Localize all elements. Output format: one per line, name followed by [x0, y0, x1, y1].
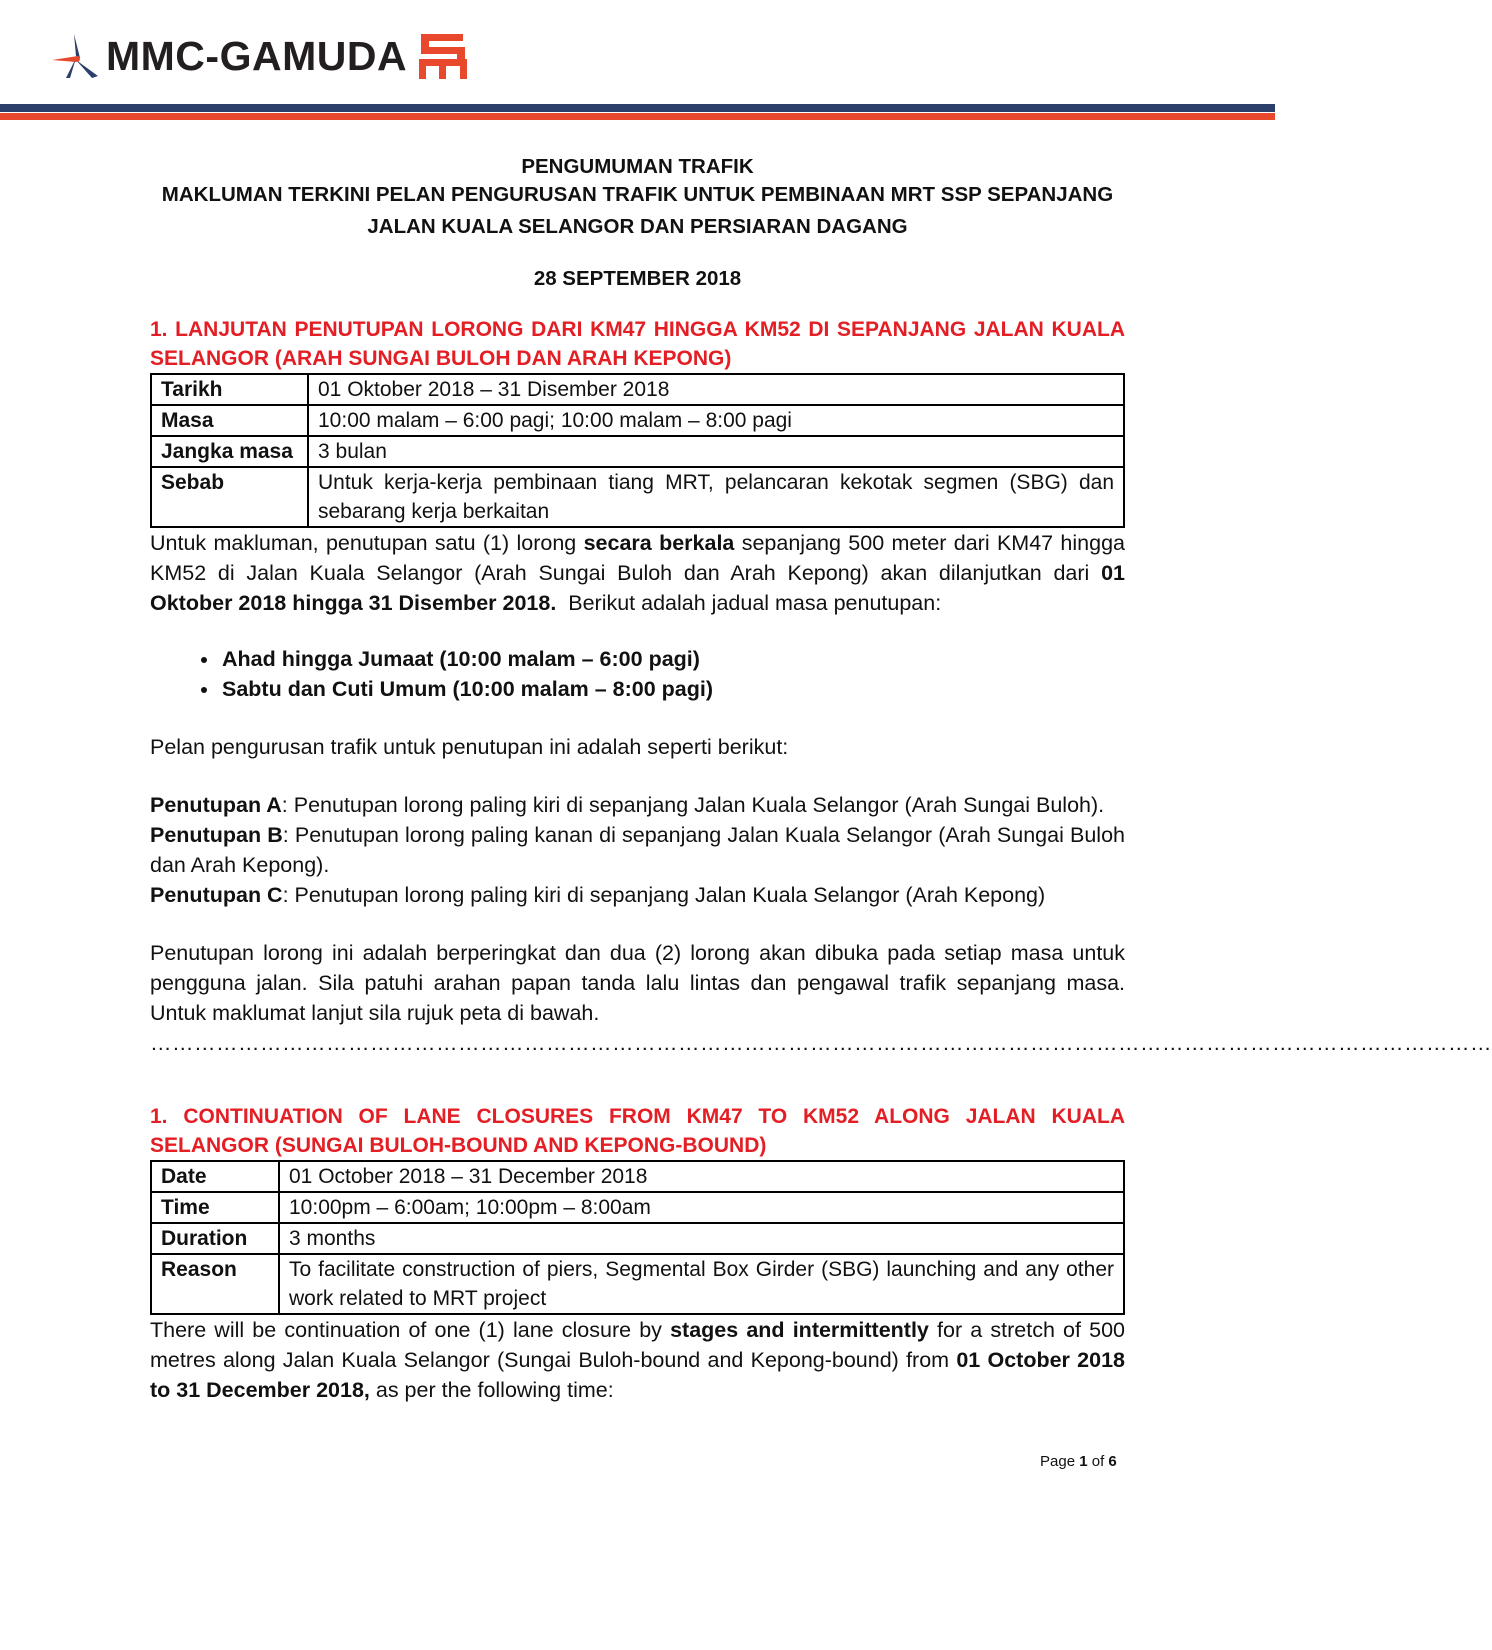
table-row [151, 467, 1124, 527]
closure-label: Penutupan A [150, 793, 282, 817]
page-of: of [1091, 1453, 1105, 1470]
table-row [151, 1254, 1124, 1314]
text-run: There will be continuation of one (1) lane closure by [150, 1318, 671, 1342]
doc-subtitle-line2: JALAN KUALA SELANGOR DAN PERSIARAN DAGANG [367, 215, 908, 238]
text-run-bold: 01 October 2018 to 31 December 2018, [150, 1348, 1125, 1402]
table-value: 01 October 2018 – 31 December 2018 [279, 1161, 1124, 1192]
header-band-navy [0, 104, 1275, 112]
text-run-bold: secara berkala [583, 531, 735, 555]
text-run-bold: 01 Oktober 2018 hingga 31 Disember 2018. [150, 561, 1125, 615]
table-key: Sebab [151, 467, 308, 527]
page-number [1040, 1453, 1117, 1470]
header-band-red [0, 113, 1275, 120]
text-run: Untuk makluman, penutupan satu (1) lorong [150, 531, 584, 555]
page-word: Page [1040, 1453, 1076, 1470]
logo-text: MMC-GAMUDA [106, 32, 408, 79]
en-intro-paragraph [150, 1315, 1125, 1405]
doc-subtitle-line1: MAKLUMAN TERKINI PELAN PENGURUSAN TRAFIK UNTUK PEMBINAAN MRT SSP SEPANJANG [161, 183, 1114, 206]
doc-title: PENGUMUMAN TRAFIK [521, 155, 754, 178]
table-value: 01 Oktober 2018 – 31 Disember 2018 [308, 374, 1124, 405]
table-value: 10:00pm – 6:00am; 10:00pm – 8:00am [279, 1192, 1124, 1223]
section-bm [150, 315, 1492, 1058]
closure-label: Penutupan C [150, 883, 283, 907]
table-key: Masa [151, 405, 308, 436]
table-value: 3 bulan [308, 436, 1124, 467]
table-row [151, 436, 1124, 467]
star-logo-icon [52, 32, 100, 80]
section-en [150, 1102, 1125, 1405]
table-key: Time [151, 1192, 279, 1223]
table-value: 10:00 malam – 6:00 pagi; 10:00 malam – 8:00 pagi [308, 405, 1124, 436]
bm-intro-paragraph [150, 528, 1125, 618]
table-key: Tarikh [151, 374, 308, 405]
page-total: 6 [1108, 1453, 1117, 1470]
text-run: sepanjang 500 meter dari KM47 hingga KM52 di Jalan Kuala Selangor (Arah Sungai Buloh dan Arah Kepong) akan dilanjutkan dari [150, 531, 1125, 585]
table-row [151, 1192, 1124, 1223]
gamuda-mark-icon [417, 32, 469, 80]
closure-label: Penutupan B [150, 823, 283, 847]
table-key: Date [151, 1161, 279, 1192]
text-run-bold: stages and intermittently [670, 1318, 929, 1342]
en-info-table [150, 1160, 1125, 1315]
table-row [151, 1223, 1124, 1254]
company-logo [52, 32, 469, 80]
doc-date: 28 SEPTEMBER 2018 [533, 267, 742, 290]
closure-text: : Penutupan lorong paling kiri di sepanjang Jalan Kuala Selangor (Arah Kepong) [282, 883, 1046, 907]
list-item: • Sabtu dan Cuti Umum (10:00 malam – 8:00 pagi) [220, 674, 1125, 704]
page-header [0, 0, 1275, 130]
closure-text: : Penutupan lorong paling kanan di sepanjang Jalan Kuala Selangor (Arah Sungai Buloh dan Arah Kepong). [150, 823, 1125, 877]
closure-text: : Penutupan lorong paling kiri di sepanjang Jalan Kuala Selangor (Arah Sungai Buloh). [281, 793, 1105, 817]
table-value: To facilitate construction of piers, Segmental Box Girder (SBG) launching and any other work related to MRT project [279, 1254, 1124, 1314]
table-key: Duration [151, 1223, 279, 1254]
section-divider: ………………………………………………………………………………………………………………………………………………………………… [150, 1031, 1492, 1055]
closure-c [150, 880, 1125, 910]
bm-info-table [150, 373, 1125, 528]
table-row [151, 405, 1124, 436]
bm-section-heading: 1. LANJUTAN PENUTUPAN LORONG DARI KM47 HINGGA KM52 DI SEPANJANG JALAN KUALA SELANGOR (ARAH SUNGAI BULOH DAN ARAH KEPONG) [150, 318, 1125, 370]
closure-a [150, 790, 1125, 820]
list-item: • Ahad hingga Jumaat (10:00 malam – 6:00 pagi) [220, 644, 1125, 674]
bm-closing-paragraph: Penutupan lorong ini adalah berperingkat dan dua (2) lorong akan dibuka pada setiap masa untuk pengguna jalan. Sila patuhi arahan papan tanda lalu lintas dan pengawal trafik sepanjang masa. Untuk maklumat lanjut sila rujuk peta di bawah. [150, 941, 1125, 1025]
table-row [151, 374, 1124, 405]
text-run: for a stretch of 500 metres along Jalan Kuala Selangor (Sungai Buloh-bound and Kepong-bound) from [150, 1318, 1125, 1372]
table-key: Reason [151, 1254, 279, 1314]
bm-plan-intro: Pelan pengurusan trafik untuk penutupan ini adalah seperti berikut: [150, 735, 789, 759]
page-current: 1 [1079, 1453, 1088, 1470]
table-value: 3 months [279, 1223, 1124, 1254]
text-run: Berikut adalah jadual masa penutupan: [556, 591, 942, 615]
table-value: Untuk kerja-kerja pembinaan tiang MRT, pelancaran kekotak segmen (SBG) dan sebarang kerja berkaitan [308, 467, 1124, 527]
text-run: as per the following time: [369, 1378, 614, 1402]
en-section-heading: 1. CONTINUATION OF LANE CLOSURES FROM KM47 TO KM52 ALONG JALAN KUALA SELANGOR (SUNGAI BULOH-BOUND AND KEPONG-BOUND) [150, 1105, 1125, 1157]
table-key: Jangka masa [151, 436, 308, 467]
bm-schedule-list [150, 644, 1125, 704]
closure-b [150, 820, 1125, 880]
table-row [151, 1161, 1124, 1192]
